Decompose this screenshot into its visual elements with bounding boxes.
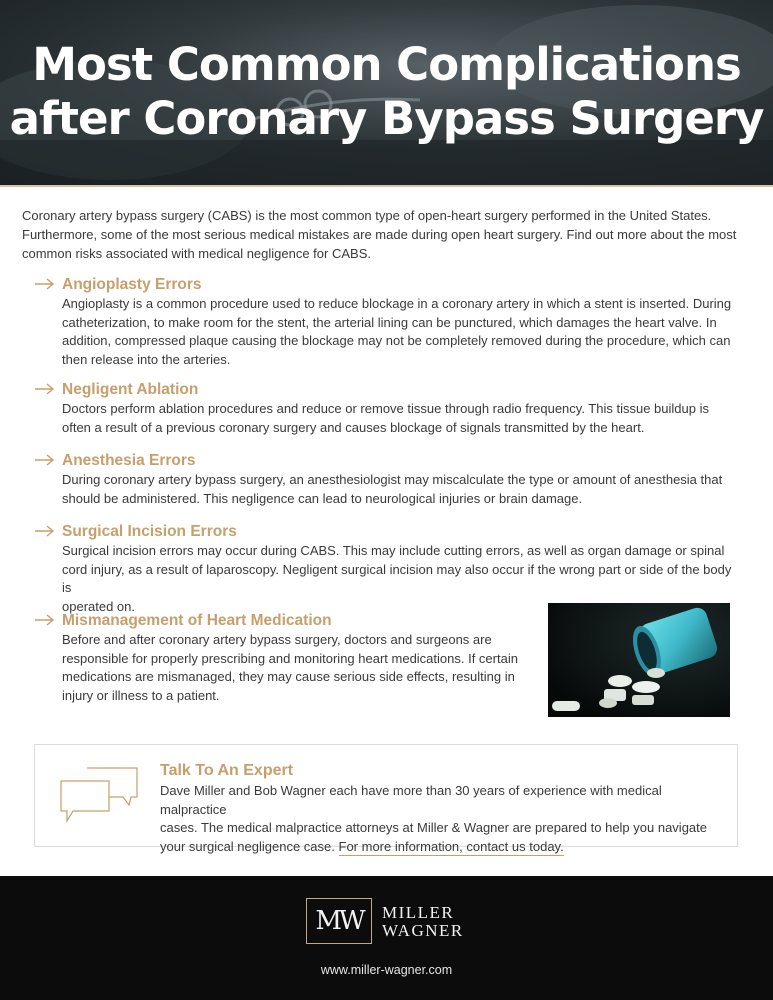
expert-body-line xyxy=(160,838,728,857)
item-body-line: addition, compressed plaque causing the blockage may not be completely removed during the procedure, which can xyxy=(62,333,731,348)
item-heading: Negligent Ablation xyxy=(62,381,199,398)
arrow-right-icon xyxy=(34,382,56,396)
item-body-line: cord injury, as a result of laparoscopy. Negligent surgical incision may also occur if the wrong part or side of the body is xyxy=(62,561,732,595)
item-heading: Mismanagement of Heart Medication xyxy=(62,612,332,629)
expert-heading: Talk To An Expert xyxy=(160,762,294,779)
item-body-line: During coronary artery bypass surgery, an anesthesiologist may miscalculate the type or amount of anesthesia that xyxy=(62,472,723,487)
item-body-line: medications are mismanaged, they may cause serious side effects, resulting in xyxy=(62,669,515,684)
title-line-2: after Coronary Bypass Surgery xyxy=(9,92,764,145)
item-heading: Anesthesia Errors xyxy=(62,452,196,469)
item-body-line: Surgical incision errors may occur during CABS. This may include cutting errors, as well as organ damage or spinal xyxy=(62,543,725,558)
chat-bubbles-icon xyxy=(59,767,139,825)
intro-paragraph: Coronary artery bypass surgery (CABS) is the most common type of open-heart surgery performed in the United States. Furthermore, some of the most serious medical mistakes are made during open heart surgery. Find out more about the most common risks associated with medical negligence for CABS. xyxy=(22,208,737,261)
talk-to-expert-box xyxy=(34,744,738,854)
item-body-line: often a result of a previous coronary surgery and causes blockage of signals transmitted by the heart. xyxy=(62,419,645,435)
contact-us-link[interactable]: For more information, contact us today. xyxy=(338,838,564,854)
expert-body xyxy=(160,782,728,856)
item-body-line: catheterization, to make room for the stent, the arterial lining can be punctured, which damages the heart valve. In xyxy=(62,314,717,330)
title-line-1: Most Common Complications xyxy=(32,38,741,91)
arrow-right-icon xyxy=(34,453,56,467)
expert-body-text: your surgical negligence case. xyxy=(160,838,339,854)
item-body-line: Doctors perform ablation procedures and reduce or remove tissue through radio frequency. This tissue buildup is xyxy=(62,401,709,416)
header-divider xyxy=(0,185,773,187)
logo-name-line-1: MILLER xyxy=(382,903,455,922)
item-body-line: should be administered. This negligence can lead to neurological injuries or brain damage. xyxy=(62,490,583,506)
item-body-line: Before and after coronary artery bypass surgery, doctors and surgeons are xyxy=(62,632,492,647)
item-body-line: Angioplasty is a common procedure used to reduce blockage in a coronary artery in which a stent is inserted. During xyxy=(62,296,732,311)
page-title xyxy=(0,38,773,146)
logo-name-line-2: WAGNER xyxy=(382,921,464,940)
website-link[interactable]: www.miller-wagner.com xyxy=(320,963,453,977)
logo-monogram: MW xyxy=(315,906,363,936)
logo-monogram-box xyxy=(306,898,372,944)
item-heading: Surgical Incision Errors xyxy=(62,523,237,540)
arrow-right-icon xyxy=(34,524,56,538)
item-body-line: then release into the arteries. xyxy=(62,351,231,367)
expert-body-line: cases. The medical malpractice attorneys at Miller & Wagner are prepared to help you navigate xyxy=(160,820,707,835)
pill-bottle-image xyxy=(548,603,730,717)
item-body xyxy=(62,631,518,705)
arrow-right-icon xyxy=(34,613,56,627)
item-body-line: operated on. xyxy=(62,598,136,614)
item-body-line: injury or illness to a patient. xyxy=(62,687,220,703)
header-banner xyxy=(0,0,773,185)
arrow-right-icon xyxy=(34,277,56,291)
item-body xyxy=(62,295,731,369)
item-body-line: responsible for properly prescribing and monitoring heart medications. If certain xyxy=(62,650,518,666)
footer xyxy=(0,876,773,1000)
miller-wagner-logo[interactable] xyxy=(306,898,472,944)
expert-body-line: Dave Miller and Bob Wagner each have more than 30 years of experience with medical malpractice xyxy=(160,783,662,817)
item-heading: Angioplasty Errors xyxy=(62,276,202,293)
item-body xyxy=(62,400,709,437)
item-body xyxy=(62,471,722,508)
